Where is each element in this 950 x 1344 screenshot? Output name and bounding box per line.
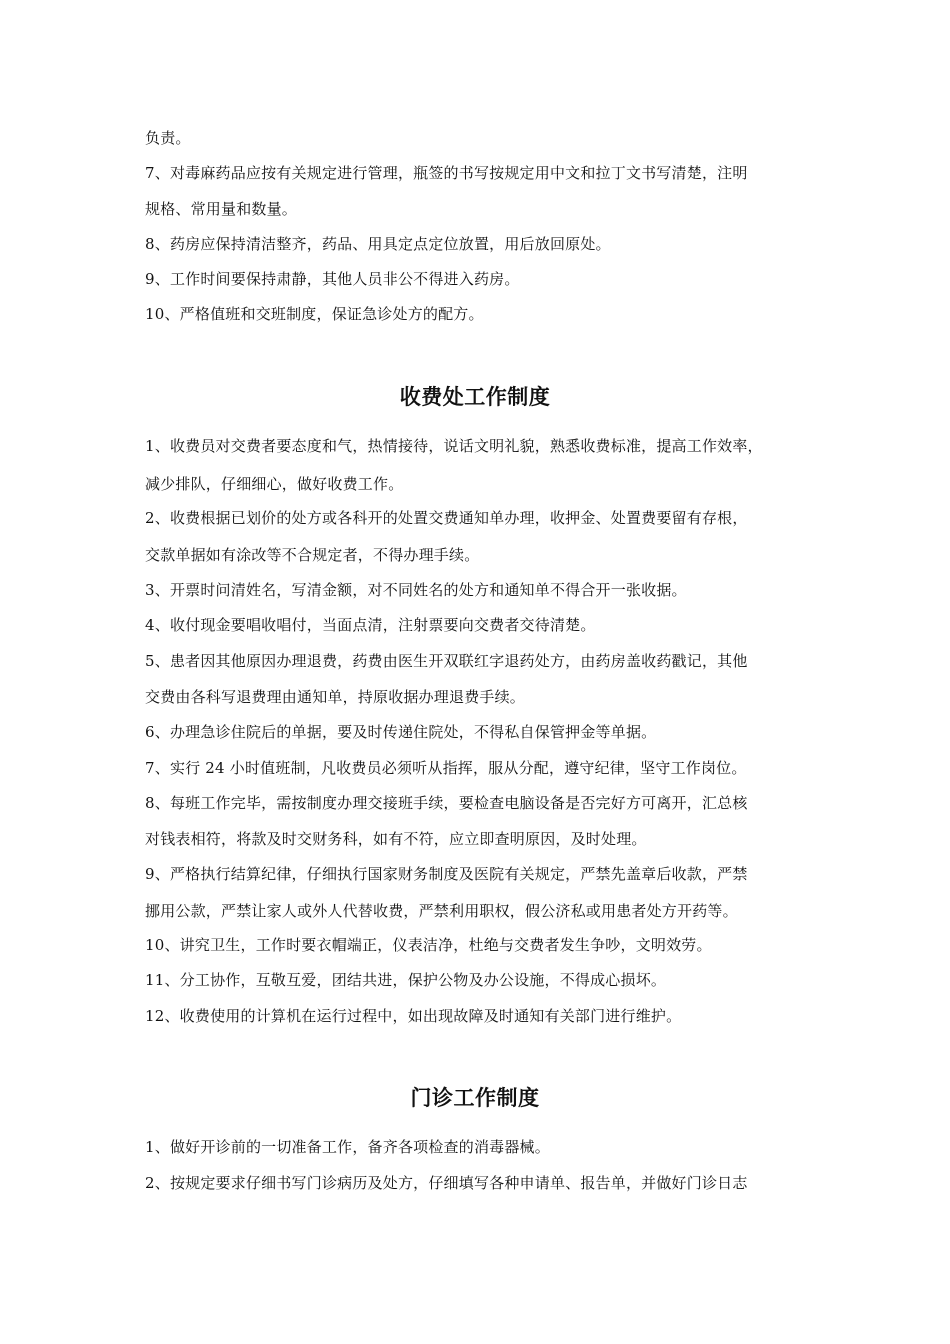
paragraph-line: 交款单据如有涂改等不合规定者，不得办理手续。 — [145, 546, 480, 564]
paragraph-line: 对钱表相符，将款及时交财务科，如有不符，应立即查明原因，及时处理。 — [145, 830, 647, 848]
section-heading-outpatient: 门诊工作制度 — [410, 1086, 540, 1110]
paragraph-line: 2、按规定要求仔细书写门诊病历及处方，仔细填写各种申请单、报告单，并做好门诊日志 — [145, 1174, 748, 1192]
paragraph-line: 1、做好开诊前的一切准备工作，备齐各项检查的消毒器械。 — [145, 1138, 550, 1156]
paragraph-line: 4、收付现金要唱收唱付，当面点清，注射票要向交费者交待清楚。 — [145, 616, 596, 634]
paragraph-line: 负责。 — [145, 129, 191, 147]
paragraph-line: 8、药房应保持清洁整齐，药品、用具定点定位放置，用后放回原处。 — [145, 235, 611, 253]
paragraph-line: 10、讲究卫生，工作时要衣帽端正，仪表洁净，杜绝与交费者发生争吵，文明效劳。 — [145, 936, 712, 954]
paragraph-line: 减少排队，仔细细心，做好收费工作。 — [145, 475, 404, 493]
paragraph-line: 7、对毒麻药品应按有关规定进行管理，瓶签的书写按规定用中文和拉丁文书写清楚，注明 — [145, 164, 748, 182]
paragraph-line: 5、患者因其他原因办理退费，药费由医生开双联红字退药处方，由药房盖收药戳记，其他 — [145, 652, 748, 670]
paragraph-line: 交费由各科写退费理由通知单，持原收据办理退费手续。 — [145, 688, 526, 706]
paragraph-line: 10、严格值班和交班制度，保证急诊处方的配方。 — [145, 305, 484, 323]
paragraph-line: 7、实行 24 小时值班制，凡收费员必须听从指挥，服从分配，遵守纪律，坚守工作岗位。 — [145, 759, 747, 777]
paragraph-line: 6、办理急诊住院后的单据，要及时传递住院处，不得私自保管押金等单据。 — [145, 723, 657, 741]
paragraph-line: 1、收费员对交费者要态度和气，热情接待，说话文明礼貌，熟悉收费标准，提高工作效率， — [145, 437, 763, 455]
paragraph-line: 2、收费根据已划价的处方或各科开的处置交费通知单办理，收押金、处置费要留有存根， — [145, 509, 748, 527]
paragraph-line: 8、每班工作完毕，需按制度办理交接班手续，要检查电脑设备是否完好方可离开，汇总核 — [145, 794, 748, 812]
paragraph-line: 挪用公款，严禁让家人或外人代替收费，严禁利用职权，假公济私或用患者处方开药等。 — [145, 902, 738, 920]
paragraph-line: 11、分工协作，互敬互爱，团结共进，保护公物及办公设施，不得成心损坏。 — [145, 971, 667, 989]
paragraph-line: 12、收费使用的计算机在运行过程中，如出现故障及时通知有关部门进行维护。 — [145, 1007, 682, 1025]
paragraph-line: 9、工作时间要保持肃静，其他人员非公不得进入药房。 — [145, 270, 520, 288]
paragraph-line: 9、严格执行结算纪律，仔细执行国家财务制度及医院有关规定，严禁先盖章后收款，严禁 — [145, 865, 748, 883]
section-heading-cashier: 收费处工作制度 — [399, 385, 551, 409]
paragraph-line: 3、开票时问清姓名，写清金额，对不同姓名的处方和通知单不得合开一张收据。 — [145, 581, 687, 599]
paragraph-line: 规格、常用量和数量。 — [145, 200, 298, 218]
